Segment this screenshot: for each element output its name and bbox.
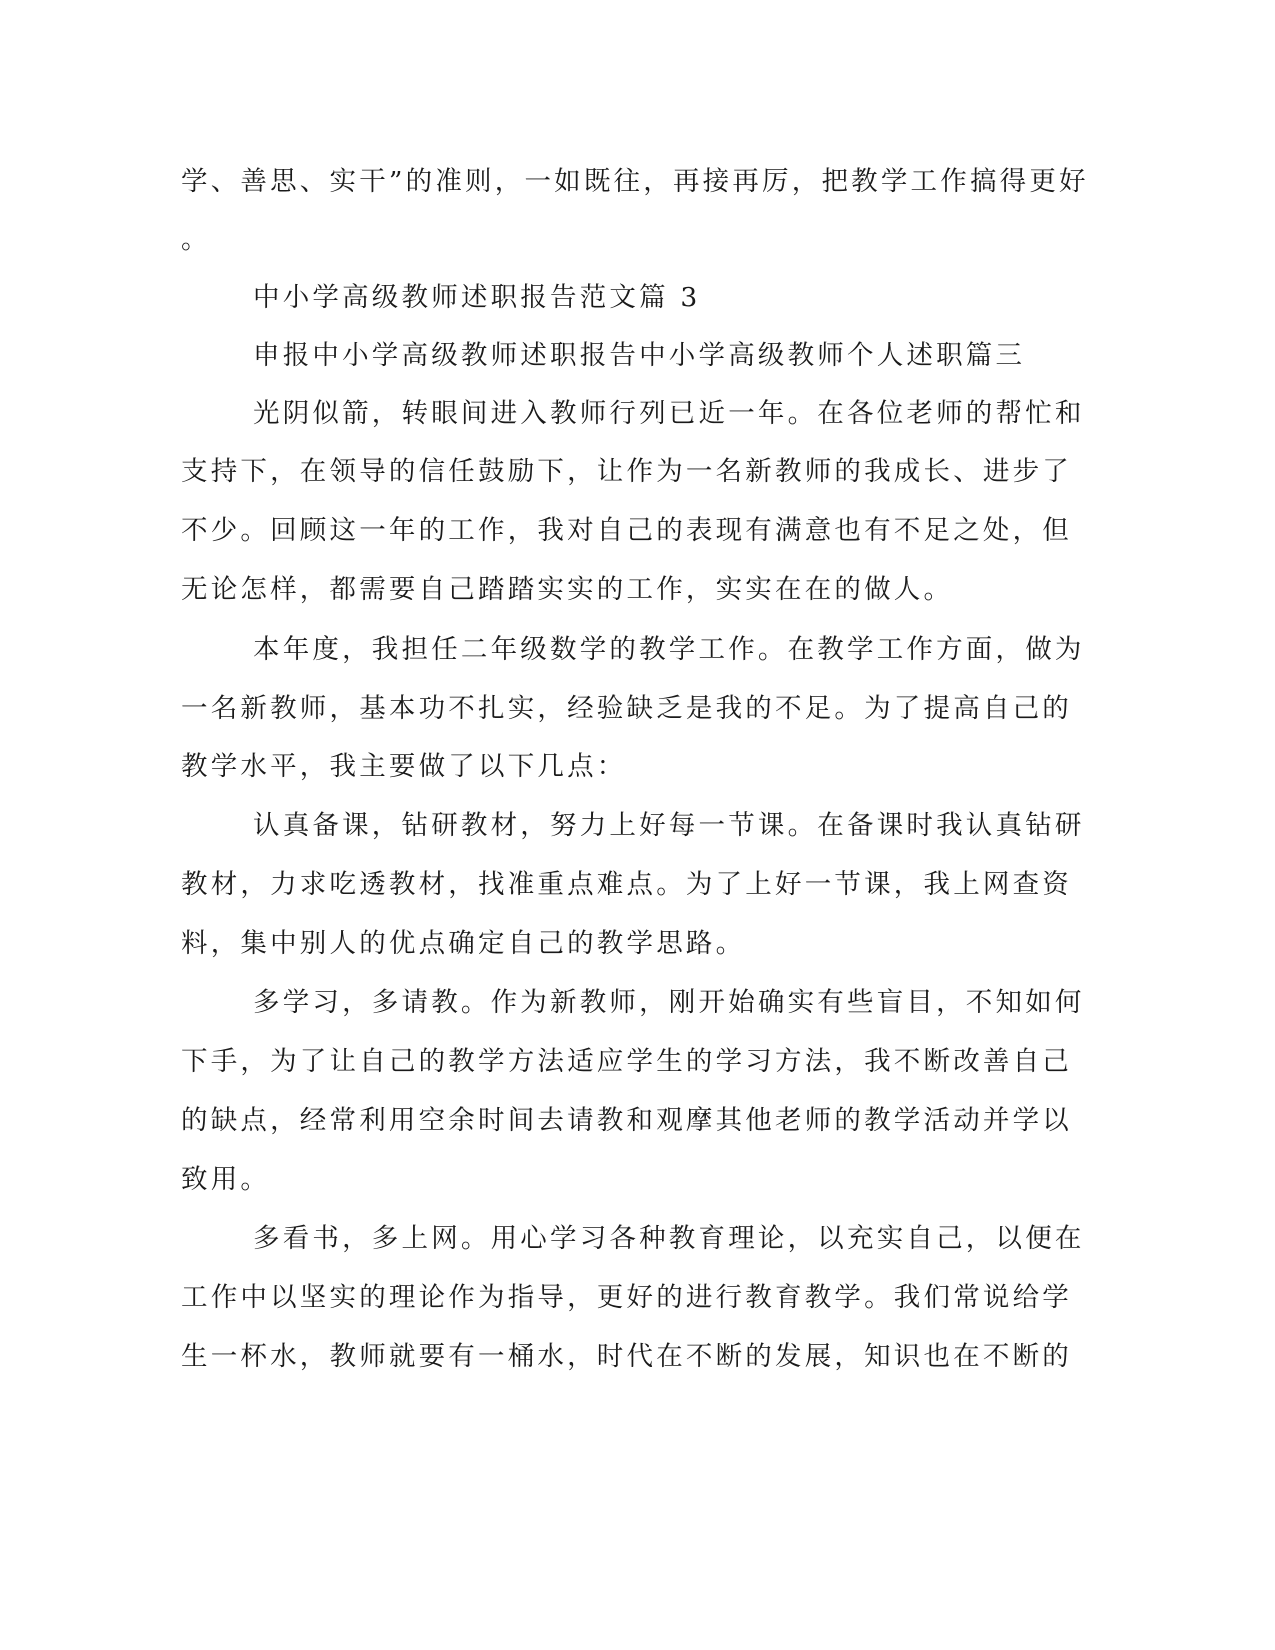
- paragraph-line: 学、善思、实干”的准则，一如既往，再接再厉，把教学工作搞得更好: [181, 166, 1089, 197]
- paragraph-line: 多学习，多请教。作为新教师，刚开始确实有些盲目，不知如何: [253, 987, 1085, 1018]
- paragraph-line: 无论怎样，都需要自己踏踏实实的工作，实实在在的做人。: [181, 574, 954, 605]
- subtitle-line: 申报中小学高级教师述职报告中小学高级教师个人述职篇三: [253, 340, 1026, 371]
- paragraph-line: 本年度，我担任二年级数学的教学工作。在教学工作方面，做为: [253, 634, 1085, 665]
- paragraph-line: 多看书，多上网。用心学习各种教育理论，以充实自己，以便在: [253, 1223, 1085, 1254]
- paragraph-line: 料，集中别人的优点确定自己的教学思路。: [181, 928, 746, 959]
- section-title: 中小学高级教师述职报告范文篇 3: [253, 282, 701, 313]
- paragraph-line: 光阴似箭，转眼间进入教师行列已近一年。在各位老师的帮忙和: [253, 398, 1085, 429]
- paragraph-line: 的缺点，经常利用空余时间去请教和观摩其他老师的教学活动并学以: [181, 1105, 1072, 1136]
- paragraph-line: 致用。: [181, 1164, 271, 1195]
- paragraph-line: 教材，力求吃透教材，找准重点难点。为了上好一节课，我上网查资: [181, 869, 1072, 900]
- paragraph-line: 一名新教师，基本功不扎实，经验缺乏是我的不足。为了提高自己的: [181, 693, 1072, 724]
- paragraph-line: 教学水平，我主要做了以下几点：: [181, 751, 627, 782]
- paragraph-line: 认真备课，钻研教材，努力上好每一节课。在备课时我认真钻研: [253, 810, 1085, 841]
- paragraph-line: 工作中以坚实的理论作为指导，更好的进行教育教学。我们常说给学: [181, 1282, 1072, 1313]
- paragraph-line: 生一杯水，教师就要有一桶水，时代在不断的发展，知识也在不断的: [181, 1341, 1072, 1372]
- paragraph-line: 下手，为了让自己的教学方法适应学生的学习方法，我不断改善自己: [181, 1046, 1072, 1077]
- paragraph-line: 。: [181, 224, 211, 255]
- paragraph-line: 支持下，在领导的信任鼓励下，让作为一名新教师的我成长、进步了: [181, 456, 1072, 487]
- paragraph-line: 不少。回顾这一年的工作，我对自己的表现有满意也有不足之处，但: [181, 515, 1072, 546]
